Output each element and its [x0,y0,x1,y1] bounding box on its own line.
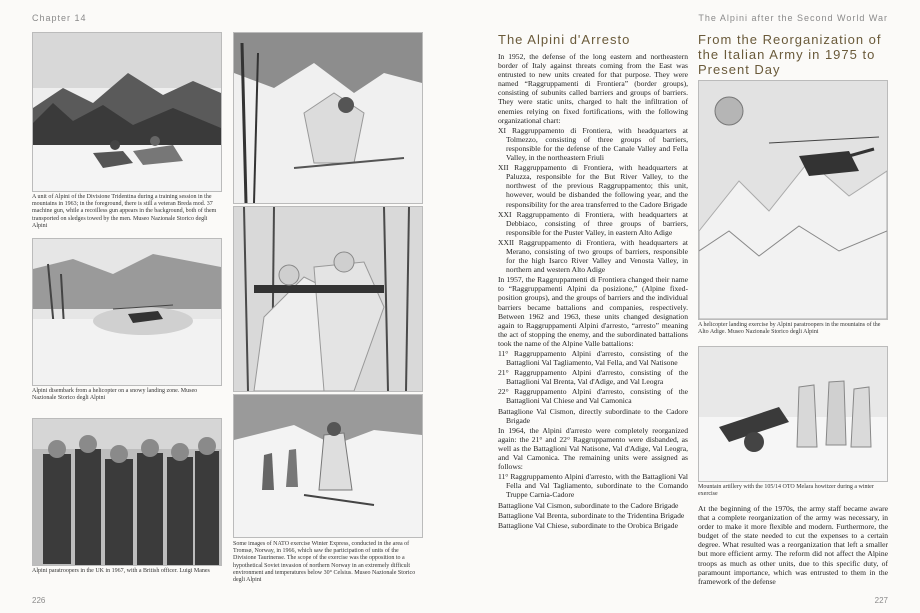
heading-alpini-arresto: The Alpini d'Arresto [498,32,631,47]
list-item: Battaglione Val Cismon, directly subordinate to the Cadore Brigade [498,406,688,425]
list-item: XXII Raggruppamento di Frontiera, with headquarters at Merano, consisting of two groups of barriers, responsible for the high Isarco River Valley and Venosta Valley, in northern and western Alto Adige [498,237,688,275]
right-page [460,0,920,613]
caption-helicopter-mountains: A helicopter landing exercise by Alpini paratroopers in the mountains of the Alto Adige. Museo Nazionale Storico degli Alpini [698,322,881,336]
list-item: XXI Raggruppamento di Frontiera, with headquarters at Debbiaco, consisting of three groups of barriers, responsible for the Puster Valley, in eastern Alto Adige [498,209,688,237]
photo-helicopter-landing [32,238,222,386]
paragraph: In 1964, the Alpini d'arresto were completely reorganized again: the 21° and 22° Raggruppamento were disbanded, as well as the Battaglioni Val Natisone, Val d'Adige, Val Leogra, and Val Camonica. The remaining units were assigned as follows: [498,425,688,472]
caption-training-sledges: A unit of Alpini of the Divisione Tridentina during a training session in the mountains in 1963; in the foreground, there is still a veteran Breda mod. 37 machine gun, while a recoilless gun appears in the background, both of them transported on sledges towed by the men. Museo Nazionale Storico degli Alpini [32,194,217,229]
list-item: 21° Raggruppamento Alpini d'arresto, consisting of the Battaglioni Val Brenta, Val d'Adige, and Val Leogra [498,368,688,387]
photo-norway-skis [233,32,423,204]
running-head-right: The Alpini after the Second World War [698,13,888,23]
page-number-left: 226 [32,596,46,605]
photo-norway-skiers [233,394,423,538]
running-head-left: Chapter 14 [32,13,87,23]
caption-norway-exercise: Some images of NATO exercise Winter Express, conducted in the area of Tromsø, Norway, in 1966, which saw the participation of units of the Divisione Taurinense. The scope of the exercise was the opposition to a hypothetical Soviet invasion of northern Norway in an extremely difficult environment and temperatures below 30° Celsius. Museo Nazionale Storico degli Alpini [233,541,416,584]
list-item: Battaglione Val Cismon, subordinate to the Cadore Brigade [498,500,679,510]
list-item: 11° Raggruppamento Alpini d'arresto, with the Battaglioni Val Fella and Val Tagliamento, subordinate to the Comando Truppe Carnia-Cadore [498,472,688,500]
paragraph: At the beginning of the 1970s, the army staff became aware that a complete reorganization of the army was necessary, in order to make it more flexible and modern. Furthermore, the budget of the state needed to cut the expenses to a certain degree. What resulted was a reorganization that left a smaller but more efficient army. The reform did not affect the Alpine troops as much as other units, due to this specific duty, of paramount importance, which was entrusted to them in the framework of the defense [698,504,888,586]
column-reorganization [698,504,888,587]
photo-mountain-artillery [698,346,888,482]
photo-training-sledges [32,32,222,192]
paragraph: In 1957, the Raggruppamenti di Frontiera changed their name to “Raggruppamenti Alpini da posizione,” (Alpine fixed-position groups), and the groups of barriers and the individual barriers became battalions and companies, respectively. Between 1962 and 1963, these units changed designation again to Raggruppamenti Alpini d'arresto, “arresto” meaning the act of stopping the enemy, and the subordinated battalions took the name of the Alpine Valle battalions: [498,275,688,348]
list-item: XII Raggruppamento di Frontiera, with headquarters at Paluzza, responsible for the But River Valley, to the northwest of the previous Raggruppamento; this unit, however, would be disbanded the following year, and the responsibility for the area transferred to the Cadore Brigade [498,163,688,209]
heading-reorganization: From the Reorganization of the Italian Army in 1975 to Present Day [698,32,882,77]
paragraph: In 1952, the defense of the long eastern and northeastern border of Italy against threats coming from the East was entrusted to new units created for that purpose. They were named “Raggruppamenti di Frontiera” (border groups), consisting of subunits called barriers and groups of barriers. They were static units, charged to halt the infiltration of enemies relying on fixed fortifications, with the following organizational chart: [498,52,688,125]
photo-paratroopers-uk [32,418,222,566]
caption-mountain-artillery: Mountain artillery with the 105/14 OTO Melara howitzer during a winter exercise [698,484,874,498]
page-number-right: 227 [874,596,888,605]
caption-helicopter-landing: Alpini disembark from a helicopter on a snowy landing zone. Museo Nazionale Storico degli Alpini [32,388,198,402]
list-item: 22° Raggruppamento Alpini d'arresto, consisting of the Battaglioni Val Chiese and Val Camonica [498,387,688,406]
list-item: XI Raggruppamento di Frontiera, with headquarters at Tolmezzo, consisting of three groups of barriers, responsible for the defense of the Canale Valley and Fella Valley, in the northeastern Friuli [498,125,688,163]
list-item: Battaglione Val Brenta, subordinate to the Tridentina Brigade [498,510,685,520]
photo-helicopter-mountains [698,80,888,320]
list-item: 11° Raggruppamento Alpini d'arresto, consisting of the Battaglioni Val Tagliamento, Val Fella, and Val Natisone [498,349,688,368]
list-item: Battaglione Val Chiese, subordinate to the Orobica Brigade [498,520,678,530]
photo-norway-recoilless [233,206,423,392]
caption-paratroopers-uk: Alpini paratroopers in the UK in 1967, with a British officer. Luigi Manes [32,568,210,574]
column-alpini-arresto [498,52,688,531]
